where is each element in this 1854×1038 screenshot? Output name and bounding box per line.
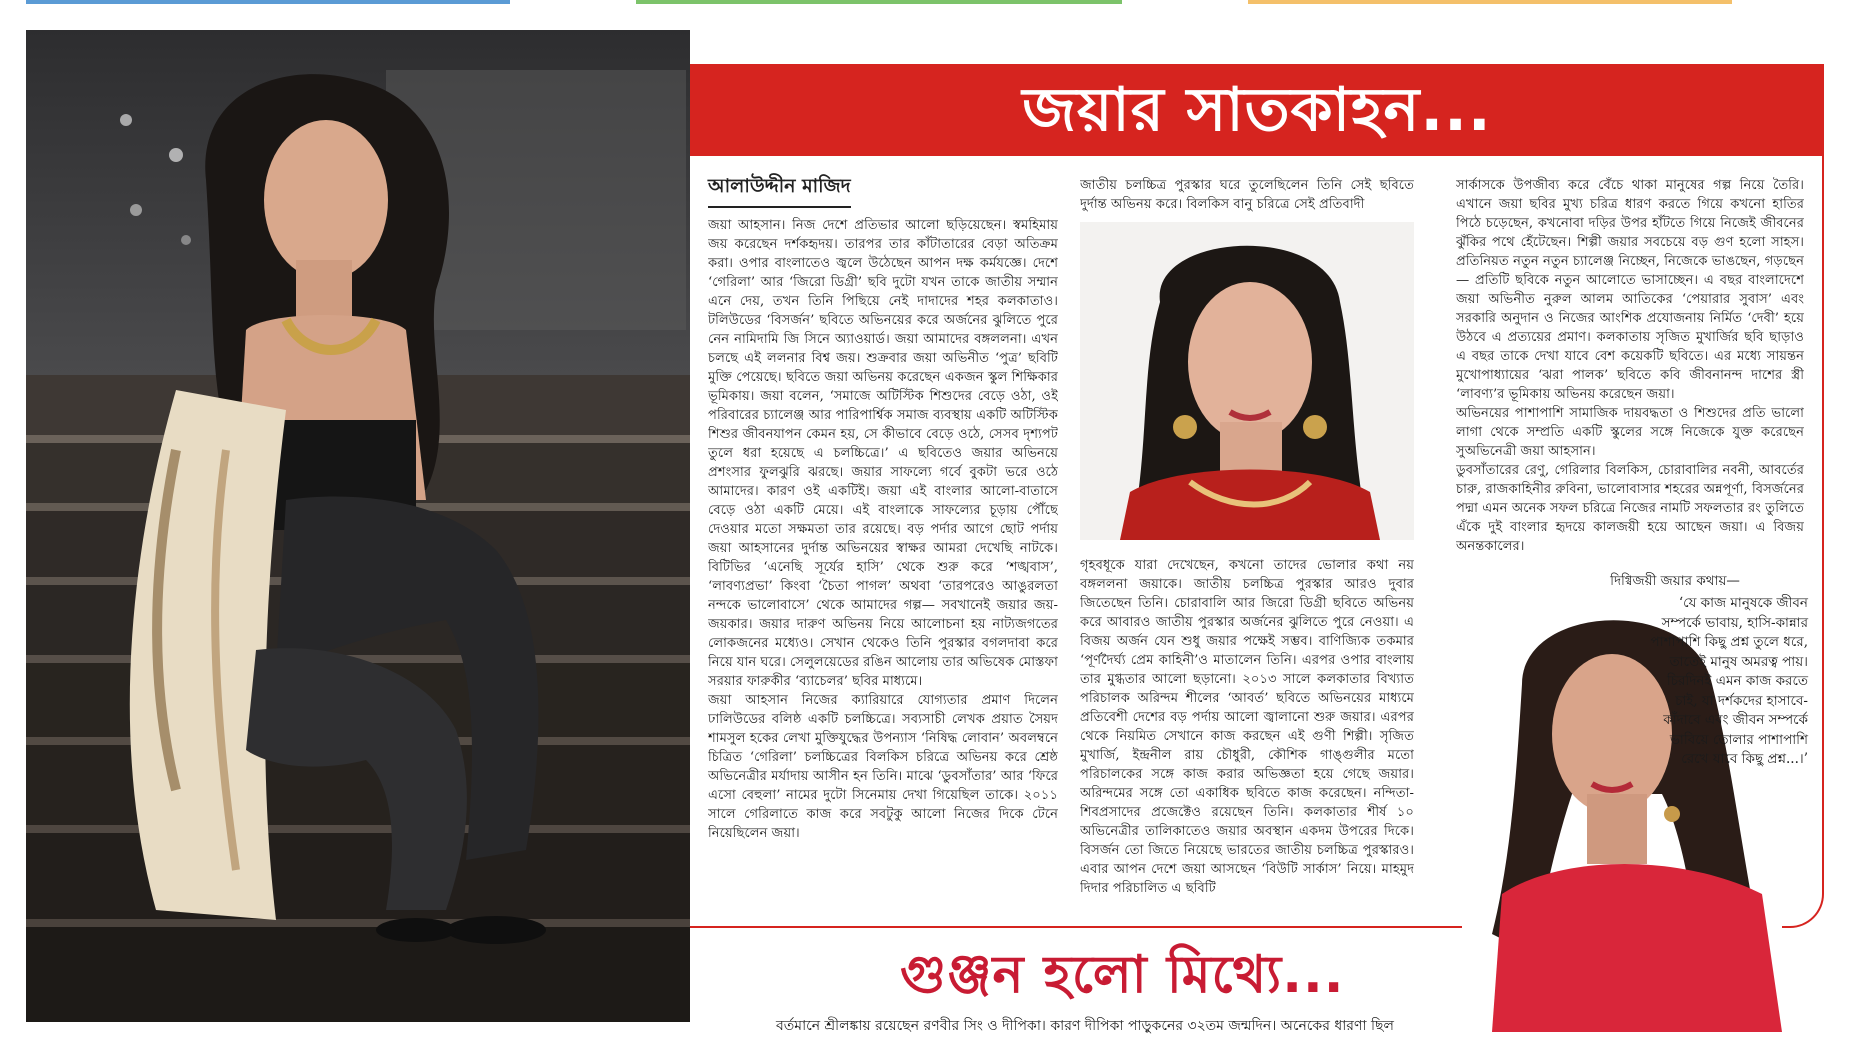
second-headline: গুঞ্জন হলো মিথ্যে...: [900, 945, 1345, 1005]
column3-paragraph-2: অভিনয়ের পাশাপাশি সামাজিক দায়বদ্ধতা ও শিশুদের প্রতি ভালো লাগা থেকে সম্প্রতি একটি স্কুলের সঙ্গে নিজেকে যুক্ত করেছেন সুঅভিনেত্রী জয়া আহসান।: [1456, 406, 1804, 459]
column3-paragraph-3: ডুবসাঁতারের রেণু, গেরিলার বিলকিস, চোরাবালির নবনী, আবর্তের চারু, রাজকাহিনীর রুবিনা, ভালোবাসার শহরের অন্নপূর্ণা, বিসর্জনের পদ্মা এমন অনেক সফল চরিত্রে নিজের নামটি সফলতার রং তুলিতে এঁকে দুই বাংলার হৃদয়ে কালজয়ী হয়ে আছেন জয়া। এ বিজয় অনন্তকালের।: [1456, 463, 1804, 554]
pull-quote: ‘যে কাজ মানুষকে জীবন সম্পর্কে ভাবায়, হাসি-কান্নার পাশাপাশি কিছু প্রশ্ন তুলে ধরে, তাতেই মানুষ অমরত্ব পায়। চিরদিনই এমন কাজ করতে চাই, যা দর্শকদের হাসাবে-কাঁদাবে এবং জীবন সম্পর্কে ভাবিয়ে তোলার পাশাপাশি রেখে যাবে কিছু প্রশ্ন...।’: [1650, 595, 1808, 767]
top-rule-green: [636, 0, 1122, 4]
article-column-3: [1456, 176, 1804, 596]
portrait-photo-jaya: [1080, 222, 1414, 540]
headline-banner: [690, 64, 1824, 156]
byline: আলাউদ্দীন মাজিদ: [708, 172, 851, 208]
headline: জয়ার সাতকাহন...: [1022, 75, 1492, 145]
quote-lead: দিগ্বিজয়ী জয়ার কথায়—: [1610, 573, 1740, 589]
top-rule-orange: [1248, 0, 1732, 4]
column1-paragraph-1: জয়া আহসান। নিজ দেশে প্রতিভার আলো ছড়িয়েছেন। স্বমহিমায় জয় করেছেন দর্শকহৃদয়। তারপর তার কাঁটাতারের বেড়া অতিক্রম করা। ওপার বাংলাতেও জ্বলে উঠেছেন আপন দক্ষ কর্মযজ্ঞে। দেশে ‘গেরিলা’ আর ‘জিরো ডিগ্রী’ ছবি দুটো যখন তাকে জাতীয় সম্মান এনে দেয়, তখন তিনি পিছিয়ে নেই দাদাদের শহর কলকাতাও। টলিউডের ‘বিসর্জন’ ছবিতে অভিনয়ের করে অর্জনের ঝুলিতে পুরে নেন নামিদামি জি সিনে অ্যাওয়ার্ড। জয়া আমাদের বঙ্গললনা। এখন চলছে এই ললনার বিশ্ব জয়। শুক্রবার জয়া অভিনীত ‘পুত্র’ ছবিটি মুক্তি পেয়েছে। ছবিতে জয়া অভিনয় করেছেন একজন স্কুল শিক্ষিকার ভূমিকায়। জয়া বলেন, ‘সমাজে অটিস্টিক শিশুদের বেড়ে ওঠা, ওই পরিবারের চ্যালেঞ্জ আর পারিপার্শ্বিক সমাজ ব্যবস্থায় একটি অটিস্টিক শিশুর জীবনযাপন কেমন হয়, সে কীভাবে বেড়ে ওঠে, সেসব দৃশ্যপট তুলে ধরা হয়েছে এ চলচ্চিত্রে।’ এ ছবিতেও জয়ার অভিনয়ে প্রশংসার ফুলঝুরি ঝরছে। জয়ার সাফল্যে গর্বে বুকটা ভরে ওঠে আমাদের। কারণ ওই একটিই। জয়া এই বাংলার আলো-বাতাসে বেড়ে ওঠা একটি মেয়ে। এই বাংলাকে সাফল্যের চূড়ায় পৌঁছে দেওয়ার মতো সক্ষমতা তার রয়েছে। বড় পর্দার আগে ছোট পর্দায় জয়া আহসানের দুর্দান্ত অভিনয়ের স্বাক্ষর আমরা দেখেছি নাটকে। বিটিভির ‘এনেছি সূর্যের হাসি’ থেকে শুরু করে ‘শঙ্খবাস’, ‘লাবণ্যপ্রভা’ কিংবা ‘চৈতা পাগল’ অথবা ‘তারপরেও আঙুরলতা নন্দকে ভালোবাসে’ থেকে আমাদের গল্প— সবখানেই জয়ার জয়-জয়কার। জয়ার দারুণ অভিনয় নিয়ে আলোচনা হয় নাট্যজগতের লোকজনের মধ্যেও। সেখান থেকেও তিনি পুরস্কার বগলদাবা করে নিয়ে যান ঘরে। সেলুলয়েডের রঙিন আলোয় তার অভিষেক মোস্তফা সরয়ার ফারুকীর ‘ব্যাচেলর’ ছবির মাধ্যমে।: [708, 218, 1058, 689]
top-rule-blue: [26, 0, 510, 4]
second-article-lead: বর্তমানে শ্রীলঙ্কায় রয়েছেন রণবীর সিং ও দীপিকা। কারণ দীপিকা পাড়ুকনের ৩২তম জন্মদিন। অনেকের ধারণা ছিল: [776, 1018, 1394, 1034]
article-column-2-bottom: গৃহবধূকে যারা দেখেছেন, কখনো তাদের ভোলার কথা নয় বঙ্গললনা জয়াকে। জাতীয় চলচ্চিত্র পুরস্কার আরও দুবার জিতেছেন তিনি। চোরাবালি আর জিরো ডিগ্রী ছবিতে অভিনয় করে আবারও জাতীয় পুরস্কার অর্জনের ঝুলিতে পুরে নেওয়া। এ বিজয় অর্জন যেন শুধু জয়ার পক্ষেই সম্ভব। বাণিজ্যিক তকমার ‘পূর্ণদৈর্ঘ্য প্রেম কাহিনী’ও মাতালেন তিনি। এরপর ওপার বাংলায় তার মুগ্ধতার আলো ছড়ানো। ২০১৩ সালে কলকাতার বিখ্যাত পরিচালক অরিন্দম শীলের ‘আবর্ত’ ছবিতে অভিনয়ের মাধ্যমে প্রতিবেশী দেশের বড় পর্দায় আলো জ্বালানো শুরু জয়ার। এরপর থেকে নিয়মিত সেখানে কাজ করছেন এই গুণী শিল্পী। সৃজিত মুখার্জি, ইন্দ্রনীল রায় চৌধুরী, কৌশিক গাঙ্গুলীর মতো পরিচালকের সঙ্গে কাজ করার অভিজ্ঞতা হয়ে গেছে জয়ার। অরিন্দমের সঙ্গে তো একাধিক ছবিতে কাজ করেছেন। নন্দিতা-শিবপ্রসাদের প্রজেক্টেও রয়েছেন তিনি। কলকাতার শীর্ষ ১০ অভিনেত্রীর তালিকাতেও জয়ার অবস্থান একদম উপরের দিকে। বিসর্জন তো জিতে নিয়েছে ভারতের জাতীয় চলচ্চিত্র পুরস্কারও। এবার আপন দেশে জয়া আসছেন ‘বিউটি সার্কাস’ নিয়ে। মাহমুদ দিদার পরিচালিত এ ছবিটি: [1080, 558, 1414, 896]
article-column-1: [708, 216, 1058, 908]
article-column-2-top: জাতীয় চলচ্চিত্র পুরস্কার ঘরে তুলেছিলেন তিনি সেই ছবিতে দুর্দান্ত অভিনয় করে। বিলকিস বানু চরিত্রে সেই প্রতিবাদী: [1080, 178, 1414, 212]
column3-paragraph-1: সার্কাসকে উপজীব্য করে বেঁচে থাকা মানুষের গল্প নিয়ে তৈরি। এখানে জয়া ছবির মুখ্য চরিত্র ধারণ করতে গিয়ে কখনো হাতির পিঠে চড়েছেন, কখনোবা দড়ির উপর হাঁটতে গিয়ে নিজেই জীবনের ঝুঁকির পথে হেঁটেছেন। শিল্পী জয়ার সবচেয়ে বড় গুণ হলো সাহস। প্রতিনিয়ত নতুন নতুন চ্যালেঞ্জ নিচ্ছেন, নিজেকে ভাঙছেন, গড়ছেন— প্রতিটি ছবিকে নতুন আলোতে ভাসাচ্ছেন। এ বছর বাংলাদেশে জয়া অভিনীত নুরুল আলম আতিকের ‘পেয়ারার সুবাস’ এবং সরকারি অনুদান ও নিজের আংশিক প্রযোজনায় নির্মিত ‘দেবী’ হয়ে উঠবে এ প্রত্যয়ের প্রমাণ। কলকাতায় সৃজিত মুখার্জির ছবি ছাড়াও এ বছর তাকে দেখা যাবে বেশ কয়েকটি ছবিতে। এর মধ্যে সায়ন্তন মুখোপাধ্যায়ের ‘ঝরা পালক’ ছবিতে কবি জীবনানন্দ দাশের স্ত্রী ‘লাবণ্য’র ভূমিকায় অভিনয় করেছেন জয়া।: [1456, 178, 1804, 402]
column1-paragraph-2: জয়া আহসান নিজের ক্যারিয়ারে যোগ্যতার প্রমাণ দিলেন ঢালিউডের বলিষ্ঠ একটি চলচ্চিত্রে। সব্যসাচী লেখক প্রয়াত সৈয়দ শামসুল হকের লেখা মুক্তিযুদ্ধের উপন্যাস ‘নিষিদ্ধ লোবান’ অবলম্বনে চিত্রিত ‘গেরিলা’ চলচ্চিত্রের বিলকিস চরিত্রে অভিনয় করে শ্রেষ্ঠ অভিনেত্রীর মর্যাদায় আসীন হন তিনি। মাঝে ‘ডুবসাঁতার’ আর ‘ফিরে এসো বেহুলা’ নামের দুটো সিনেমায় দেখা গিয়েছিল তাকে। ২০১১ সালে গেরিলাতে কাজ করে সবটুকু আলো নিজের দিকে টেনে নিয়েছিলেন জয়া।: [708, 693, 1058, 841]
main-photo-jaya: [26, 30, 690, 1022]
